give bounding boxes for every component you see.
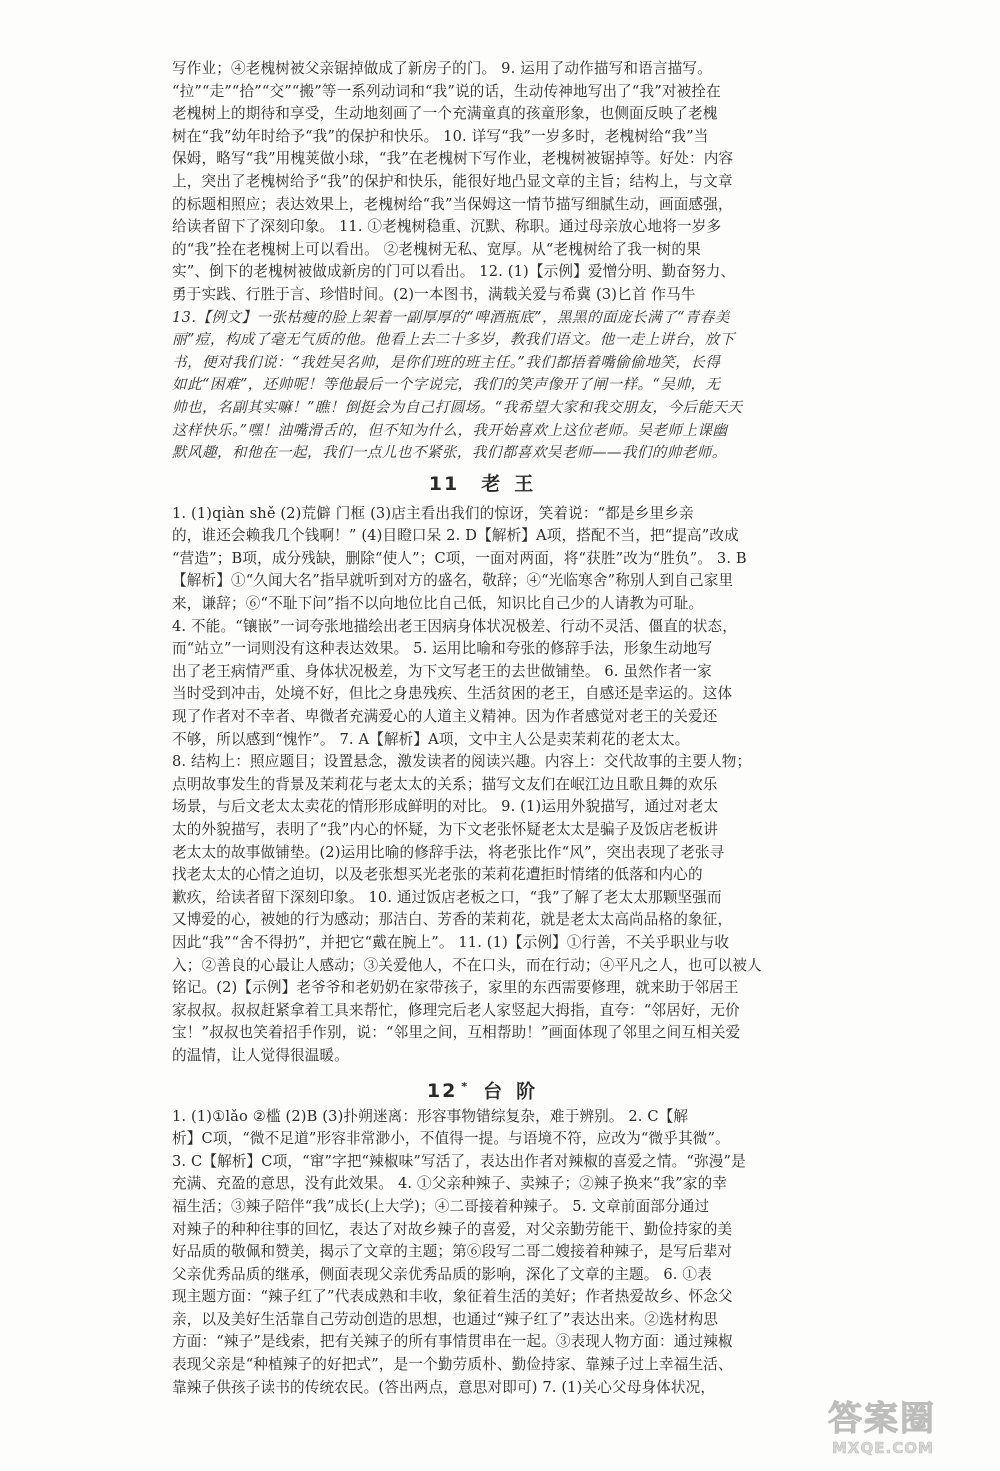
essay-line: 丽”痘，构成了毫无气质的他。他看上去二十多岁，教我们语文。他一走上讲台，放下 (172, 331, 735, 349)
text-line: 4. 不能。“镶嵌”一词夸张地描绘出老王因病身体状况极差、行动不灵活、僵直的状态， (172, 617, 738, 635)
text-line: 因此“我”“舍不得扔”，并把它“戴在腕上”。 11. (1)【示例】①行善，不关乎职业与收 (172, 933, 730, 951)
text-line: 歉疚，给读者留下深刻印象。 10. 通过饭店老板之口，“我”了解了老太太那颗坚强而 (172, 888, 722, 906)
text-line: 1. (1)①lǎo ②槛 (2)B (3)扑朔迷离：形容事物错综复杂，难于辨别。 2. C【解 (172, 1107, 689, 1125)
text-line: 的标题相照应；表达效果上，老槐树给“我”当保姆这一情节描写细腻生动，画面感强， (172, 195, 733, 213)
essay-line: 书，便对我们说：“我姓吴名帅，是你们班的班主任。”我们都捂着嘴偷偷地笑，长得 (172, 353, 721, 371)
text-line: 场景，与后文老太太卖花的情形形成鲜明的对比。 9. (1)运用外貌描写，通过对老太 (172, 798, 719, 816)
text-line: 3. C【解析】C项，“窜”字把“辣椒味”写活了，表达出作者对辣椒的喜爱之情。“弥漫”是 (172, 1152, 746, 1170)
section-heading-11 (172, 465, 804, 503)
text-line: “营造”；B项，成分残缺，删除“使人”；C项，一面对两面，将“获胜”改为“胜负”。 3. B (172, 549, 747, 567)
text-line: 保姆，略写“我”用槐荚做小球，“我”在老槐树下写作业，老槐树被锯掉等。好处：内容 (172, 150, 734, 168)
watermark-logo: 答案圈 (828, 1399, 936, 1439)
text-line: 树在“我”幼年时给予“我”的保护和快乐。 10. 详写“我”一岁多时，老槐树给“我”当 (172, 127, 709, 145)
text-line: 铭记。(2)【示例】老爷爷和老奶奶在家带孩子，家里的东西需要修理，就来助于邻居王 (172, 979, 739, 997)
section-title: 台阶 (483, 1079, 550, 1102)
section-star: * (461, 1079, 470, 1093)
text-line: 找老太太的心情之迫切，以及老张想买光老张的茉莉花遭拒时情绪的低落和内心的 (172, 866, 703, 884)
text-line: 写作业；④老槐树被父亲锯掉做成了新房子的门。 9. 运用了动作描写和语言描写。 (172, 60, 712, 77)
text-line: 老槐树上的期待和享受，生动地刻画了一个充满童真的孩童形象，也侧面反映了老槐 (172, 105, 718, 123)
text-line: 【解析】①“久闻大名”指早就听到对方的盛名，敬辞；④“光临寒舍”称别人到自己家里 (172, 572, 734, 590)
text-line: 实”、倒下的老槐树被做成新房的门可以看出。 12. (1)【示例】爱憎分明、勤奋努力、 (172, 263, 736, 281)
answer-column (172, 58, 804, 1399)
text-line: 1. (1)qiàn shě (2)荒僻 门框 (3)店主看出我们的惊讶，笑着说：“都是乡里乡亲 (172, 504, 694, 522)
text-line: 福生活；③辣子陪伴“我”成长(上大学)；④二哥接着种辣子。 5. 文章前面部分通过 (172, 1197, 710, 1215)
text-line: 表现父亲是“种植辣子的好把式”，是一个勤劳质朴、勤俭持家、靠辣子过上幸福生活、 (172, 1356, 733, 1374)
text-line: 出了老王病情严重、身体状况极差，为下文写老王的去世做铺垫。 6. 虽然作者一家 (172, 662, 712, 680)
text-line: 宝！”叔叔也笑着招手作别，说：“邻里之间，互相帮助！”画面体现了邻里之间互相关爱 (172, 1024, 741, 1042)
answers-block-11 (172, 503, 804, 1068)
section-heading-12 (172, 1068, 804, 1106)
text-line: “拉”“走”“拾”“交”“搬”等一系列动词和“我”说的话，生动传神地写出了“我”对被拴在 (172, 82, 721, 100)
text-line: 对辣子的种种往事的回忆，表达了对故乡辣子的喜爱，对父亲勤劳能干、勤俭持家的美 (172, 1220, 733, 1238)
text-line: 析】C项，“微不足道”形容非常渺小，不值得一提。与语境不符，应改为“微乎其微”。 (172, 1130, 730, 1148)
section-title: 老王 (481, 472, 548, 495)
text-line: 亲，以及美好生活靠自己劳动创造的思想，也通过“辣子红了”表达出来。②选材构思 (172, 1310, 718, 1328)
text-line: 好品质的敬佩和赞美，揭示了文章的主题；第⑥段写二哥二嫂接着种辣子，是写后辈对 (172, 1243, 733, 1261)
text-line: 上，突出了老槐树给予“我”的保护和快乐，能很好地凸显文章的主旨；结构上，与文章 (172, 172, 733, 190)
text-line: 而“站立”一词则没有这种表达效果。 5. 运用比喻和夸张的修辞手法，形象生动地写 (172, 640, 713, 658)
watermark (828, 1391, 978, 1463)
text-line: 的温情，让人觉得很温暖。 (172, 1046, 349, 1064)
text-line: 太的外貌描写，表明了“我”内心的怀疑，为下文老张怀疑老太太是骗子及饭店老板讲 (172, 821, 718, 838)
text-line: 家叔叔。叔叔赶紧拿着工具来帮忙，修理完后老人家竖起大拇指，直夸：“邻居好，无价 (172, 1001, 740, 1019)
text-line: 方面：“辣子”是线索，把有关辣子的所有事情贯串在一起。③表现人物方面：通过辣椒 (172, 1333, 733, 1351)
essay-line: 帅也，名副其实嘛！”瞧！倒挺会为自己打圆场。“我希望大家和我交朋友，今后能天天 (172, 398, 743, 416)
text-line: 现主题方面：“辣子红了”代表成熟和丰收，象征着生活的美好；作者热爱故乡、怀念父 (172, 1288, 733, 1306)
section-number: 11 (428, 472, 460, 495)
text-line: 勇于实践、行胜于言、珍惜时间。(2)一本图书，满载关爱与希冀 (3)匕首 作马牛 (172, 285, 696, 303)
text-line: 靠辣子供孩子读书的传统农民。(答出两点，意思对即可) 7. (1)关心父母身体状况， (172, 1378, 716, 1396)
text-line: 入；②善良的心最让人感动；③关爱他人，不在口头，而在行动；④平凡之人，也可以被人 (172, 956, 762, 974)
text-line: 老太太的故事做铺垫。(2)运用比喻的修辞手法，将老张比作“风”，突出表现了老张寻 (172, 843, 725, 861)
section-number: 12 (426, 1079, 458, 1102)
text-line: 不够，所以感到“愧怍”。 7. A【解析】A项，文中主人公是卖茉莉花的老太太。 (172, 730, 690, 748)
essay-line: 默风趣，和他在一起，我们一点儿也不紧张，我们都喜欢吴老师——我们的帅老师。 (172, 444, 727, 462)
text-line: 现了作者对不幸者、卑微者充满爱心的人道主义精神。因为作者感觉对老王的关爱还 (172, 708, 718, 726)
answers-block-12 (172, 1106, 804, 1400)
text-line: 父亲优秀品质的继承，侧面表现父亲优秀品质的影响，深化了文章的主题。 6. ①表 (172, 1265, 712, 1283)
text-line: 又博爱的心，被她的行为感动；那洁白、芳香的茉莉花，就是老太太高尚品格的象征， (172, 911, 733, 929)
text-line: 给读者留下了深刻印象。 11. ①老槐树稳重、沉默、称职。通过母亲放心地将一岁多 (172, 218, 722, 236)
text-line: 8. 结构上：照应题目；设置悬念，激发读者的阅读兴趣。内容上：交代故事的主要人物； (172, 753, 752, 771)
text-line: 当时受到冲击，处境不好，但比之身患残疾、生活贫困的老王，自感还是幸运的。这体 (172, 685, 733, 703)
text-line: 的“我”拴在老槐树上可以看出。 ②老槐树无私、宽厚。从“老槐树给了我一树的果 (172, 240, 701, 258)
watermark-url: MXQE.COM (832, 1439, 934, 1457)
text-line: 的，谁还会赖我几个钱啊！” (4)目瞪口呆 2. D【解析】A项，搭配不当，把“提高”改成 (172, 527, 739, 545)
answers-block-10 (172, 58, 804, 307)
text-line: 点明故事发生的背景及茉莉花与老太太的关系；描写文友们在岷江边且歌且舞的欢乐 (172, 775, 718, 793)
essay-line: 如此“困难”，还帅呢！等他最后一个字说完，我们的笑声像开了闸一样。“吴帅，无 (172, 376, 721, 394)
text-line: 充满、充盈的意思，没有此效果。 4. ①父亲种辣子、卖辣子；②辣子换来“我”家的幸 (172, 1175, 728, 1193)
text-line: 来，谦辞；⑥“不耻下问”指不以向地位比自己低，知识比自己少的人请教为可耻。 (172, 595, 704, 613)
example-essay (172, 307, 804, 465)
essay-line: 这样快乐。”嘿！油嘴滑舌的，但不知为什么，我开始喜欢上这位老师。吴老师上课幽 (172, 421, 728, 439)
essay-line: 13.【例文】一张枯瘦的脸上架着一副厚厚的“啤酒瓶底”，黑黑的面庞长满了“青春美 (172, 308, 730, 326)
